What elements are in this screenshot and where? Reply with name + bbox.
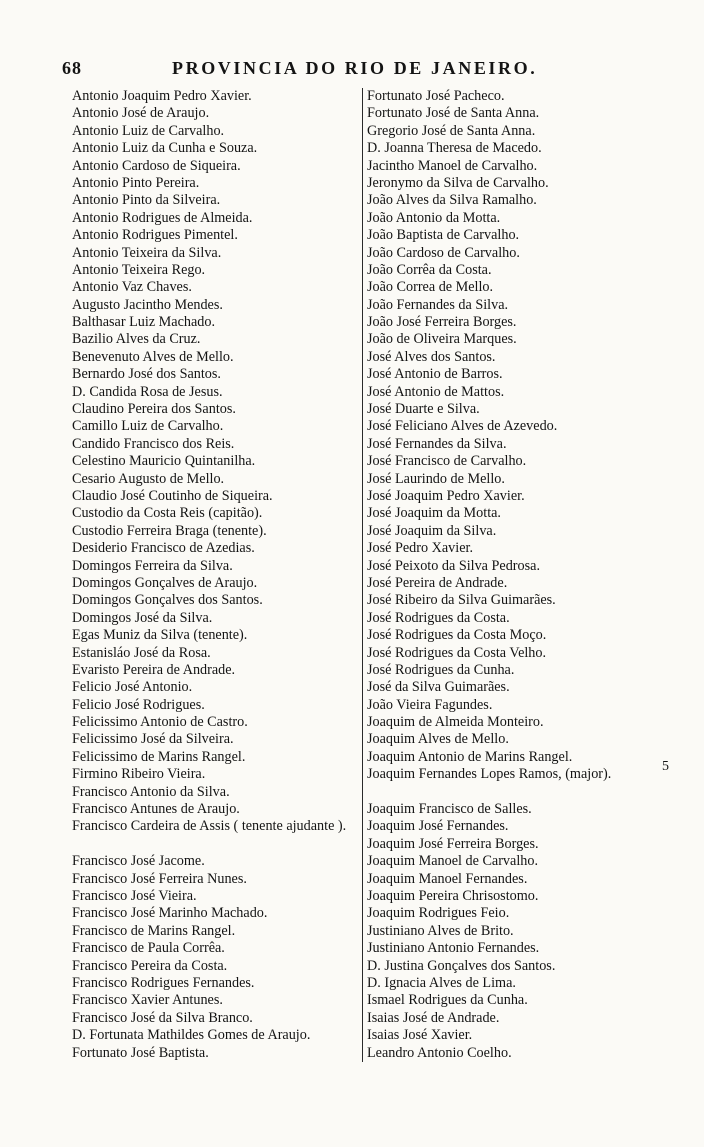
name-entry: José Antonio de Mattos. [367,383,505,400]
running-title: PROVINCIA DO RIO DE JANEIRO. [172,58,538,78]
name-entry: Joaquim Rodrigues Feio. [367,905,510,922]
name-entry: Felicissimo de Marins Rangel. [72,748,246,765]
name-entry: José Joaquim da Silva. [367,522,497,539]
name-entry: Antonio Luiz da Cunha e Souza. [72,140,258,157]
name-entry: Felicissimo José da Silveira. [72,731,234,748]
right-name-column [362,88,677,1062]
name-entry: José Pedro Xavier. [367,540,473,557]
name-entry: João Corrêa da Costa. [367,261,492,278]
name-entry: Joaquim Manoel de Carvalho. [367,853,538,870]
name-entry: Antonio Teixeira Rego. [72,261,206,278]
name-entry: Antonio Pinto Pereira. [72,174,200,191]
name-entry: Francisco José Vieira. [72,887,197,904]
name-entry: João Antonio da Motta. [367,209,501,226]
name-entry: José Feliciano Alves de Azevedo. [367,418,558,435]
page-header [62,58,652,84]
name-entry: Ismael Rodrigues da Cunha. [367,992,528,1009]
name-entry: Francisco Antonio da Silva. [72,783,230,800]
name-entry: Joaquim Fernandes Lopes Ramos, (major). [367,766,612,783]
name-entry: José Alves dos Santos. [367,348,496,365]
name-entry: Antonio Cardoso de Siqueira. [72,157,241,174]
name-entry: José Ribeiro da Silva Guimarães. [367,592,556,609]
name-entry: Justiniano Antonio Fernandes. [367,940,540,957]
name-entry: Domingos José da Silva. [72,609,213,626]
name-entry: Joaquim José Ferreira Borges. [367,835,539,852]
name-entry: D. Justina Gonçalves dos Santos. [367,957,556,974]
name-entry: João José Ferreira Borges. [367,314,517,331]
name-entry: Custodio da Costa Reis (capitão). [72,505,263,522]
name-entry: Cesario Augusto de Mello. [72,470,225,487]
name-entry: José Laurindo de Mello. [367,470,505,487]
name-entry: Estanisláo José da Rosa. [72,644,211,661]
name-entry: João Correa de Mello. [367,279,494,296]
name-entry: Isaias José Xavier. [367,1027,473,1044]
name-entry: Francisco José Jacome. [72,853,205,870]
name-entry: Jeronymo da Silva de Carvalho. [367,174,549,191]
name-entry: D. Ignacia Alves de Lima. [367,974,516,991]
name-entry: José Rodrigues da Cunha. [367,661,515,678]
page-number: 68 [62,58,82,78]
name-entry: Francisco Rodrigues Fernandes. [72,974,255,991]
margin-mark: 5 [662,759,669,774]
name-entry: José Joaquim Pedro Xavier. [367,487,525,504]
name-entry: José Fernandes da Silva. [367,435,507,452]
name-entry: Joaquim Alves de Mello. [367,731,509,748]
name-entry: Joaquim Antonio de Marins Rangel. [367,748,573,765]
name-entry: Leandro Antonio Coelho. [367,1044,512,1061]
name-entry: José Peixoto da Silva Pedrosa. [367,557,540,574]
name-entry: Evaristo Pereira de Andrade. [72,661,236,678]
name-entry: D. Candida Rosa de Jesus. [72,383,223,400]
name-entry: Joaquim Manoel Fernandes. [367,870,528,887]
name-entry: Gregorio José de Santa Anna. [367,122,536,139]
name-entry: José Rodrigues da Costa. [367,609,510,626]
name-entry: Joaquim Pereira Chrisostomo. [367,887,539,904]
name-entry: Egas Muniz da Silva (tenente). [72,627,248,644]
name-entry: Antonio Rodrigues Pimentel. [72,227,238,244]
name-entry: Francisco de Paula Corrêa. [72,940,225,957]
name-entry: João Cardoso de Carvalho. [367,244,520,261]
name-entry: Antonio Vaz Chaves. [72,279,192,296]
name-entry: Fortunato José de Santa Anna. [367,105,540,122]
name-entry: José Rodrigues da Costa Velho. [367,644,547,661]
name-entry: Bazilio Alves da Cruz. [72,331,201,348]
name-entry: Fortunato José Pacheco. [367,88,505,104]
name-entry: Francisco José da Silva Branco. [72,1009,253,1026]
name-entry: Candido Francisco dos Reis. [72,435,235,452]
name-entry: José da Silva Guimarães. [367,679,510,696]
name-entry: José Duarte e Silva. [367,401,480,418]
name-entry: José Francisco de Carvalho. [367,453,527,470]
name-entry: Antonio Pinto da Silveira. [72,192,221,209]
name-entry: João Fernandes da Silva. [367,296,509,313]
name-entry: Felicio José Antonio. [72,679,193,696]
name-entry: Domingos Ferreira da Silva. [72,557,233,574]
name-entry: Antonio Teixeira da Silva. [72,244,222,261]
name-entry: D. Fortunata Mathildes Gomes de Araujo. [72,1027,311,1044]
name-entry: Desiderio Francisco de Azedias. [72,540,255,557]
name-entry: Antonio José de Araujo. [72,105,210,122]
name-entry: Domingos Gonçalves dos Santos. [72,592,263,609]
name-entry: João de Oliveira Marques. [367,331,517,348]
name-entry: José Rodrigues da Costa Moço. [367,627,547,644]
name-entry: Joaquim de Almeida Monteiro. [367,714,544,731]
name-entry: Joaquim Francisco de Salles. [367,801,532,818]
name-entry: Justiniano Alves de Brito. [367,922,514,939]
name-entry: Benevenuto Alves de Mello. [72,348,234,365]
left-name-column [72,88,360,1062]
name-entry: Custodio Ferreira Braga (tenente). [72,522,267,539]
name-entry: Francisco Pereira da Costa. [72,957,228,974]
name-entry: José Pereira de Andrade. [367,574,508,591]
name-entry: Joaquim José Fernandes. [367,818,509,835]
name-entry: João Alves da Silva Ramalho. [367,192,537,209]
name-entry: Antonio Joaquim Pedro Xavier. [72,88,252,104]
name-entry: Celestino Mauricio Quintanilha. [72,453,256,470]
name-entry: Francisco Xavier Antunes. [72,992,223,1009]
name-entry: Francisco de Marins Rangel. [72,922,236,939]
name-entry: Francisco José Ferreira Nunes. [72,870,247,887]
name-entry: Augusto Jacintho Mendes. [72,296,223,313]
name-entry: D. Joanna Theresa de Macedo. [367,140,542,157]
name-entry: João Vieira Fagundes. [367,696,493,713]
name-entry: Firmino Ribeiro Vieira. [72,766,206,783]
name-entry: Fortunato José Baptista. [72,1044,209,1061]
name-entry: Felicissimo Antonio de Castro. [72,714,248,731]
name-entry: Felicio José Rodrigues. [72,696,205,713]
name-entry: Antonio Luiz de Carvalho. [72,122,225,139]
name-entry: Jacintho Manoel de Carvalho. [367,157,538,174]
name-entry: José Antonio de Barros. [367,366,503,383]
name-entry: José Joaquim da Motta. [367,505,501,522]
name-entry: Claudino Pereira dos Santos. [72,401,236,418]
name-entry: Francisco Antunes de Araujo. [72,801,240,818]
name-entry: Camillo Luiz de Carvalho. [72,418,224,435]
name-entry: Claudio José Coutinho de Siqueira. [72,487,273,504]
name-entry: Francisco Cardeira de Assis ( tenente ajudante ). [72,818,347,835]
name-entry: Isaias José de Andrade. [367,1009,500,1026]
name-entry: Francisco José Marinho Machado. [72,905,268,922]
name-entry: João Baptista de Carvalho. [367,227,520,244]
name-entry: Bernardo José dos Santos. [72,366,221,383]
name-entry: Balthasar Luiz Machado. [72,314,216,331]
name-entry: Antonio Rodrigues de Almeida. [72,209,253,226]
name-entry: Domingos Gonçalves de Araujo. [72,574,258,591]
